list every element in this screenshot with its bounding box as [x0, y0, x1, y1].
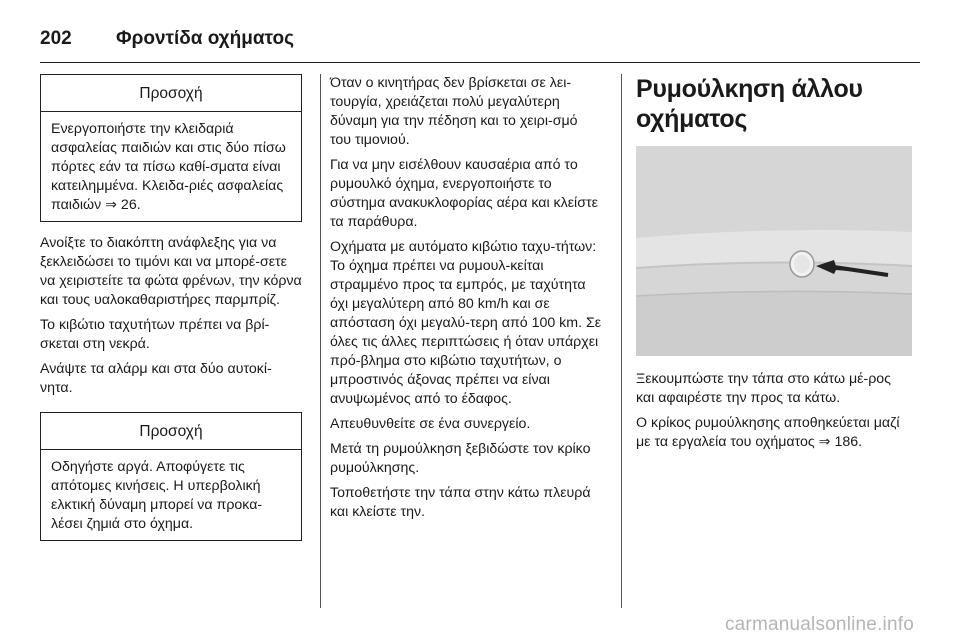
section-title: Ρυμούλκηση άλλου οχήματος [636, 75, 863, 133]
page-header [40, 18, 920, 60]
bumper-illustration-svg [636, 146, 912, 356]
warning-text: Οδηγήστε αργά. Αποφύγετε τις απότομες κινήσεις. Η υπερβολική ελκτική δύναμη μπορεί να προκα-λέσει ζημιά στο όχημα. [51, 459, 263, 532]
column-3 [636, 74, 912, 458]
watermark: carmanualsonline.info [724, 614, 914, 635]
page-number: 202 [40, 28, 72, 49]
column-2 [330, 74, 602, 528]
paragraph: Μετά τη ρυμούλκηση ξεβιδώστε τον κρίκο ρυμούλκησης. [330, 441, 591, 476]
header-rule [40, 62, 920, 63]
paragraph: Οχήματα με αυτόματο κιβώτιο ταχυ-τήτων: Το όχημα πρέπει να ρυμουλ-κείται στραμμένο προς τα εμπρός, με ταχύτητα όχι μεγαλύτερη από 80 km/h και σε απόσταση όχι μεγαλύ-τερη από 100 km. Σε όλες τις άλλες περιπτώσεις ή όταν υπάρχει πρό-βλημα στο κιβώτιο ταχυτήτων, ο μπροστινός άξονας πρέπει να είναι ανυψωμένος από το έδαφος. [330, 239, 602, 407]
warning-title: Προσοχή [41, 75, 301, 112]
chapter-title: Φροντίδα οχήματος [116, 28, 294, 49]
paragraph: Ανάψτε τα αλάρμ και στα δύο αυτοκί-νητα. [40, 361, 272, 396]
column-divider-2 [621, 74, 622, 608]
paragraph: Ο κρίκος ρυμούλκησης αποθηκεύεται μαζί με τα εργαλεία του οχήματος ⇒ 186. [636, 415, 900, 450]
warning-text: Ενεργοποιήστε την κλειδαριά ασφαλείας παιδιών και στις δύο πίσω πόρτες εάν τα πίσω καθί-σματα είναι κατειλημμένα. Κλειδα-ριές ασφαλείας παιδιών ⇒ 26. [51, 121, 286, 213]
warning-box-1 [40, 74, 302, 222]
bumper-tow-cap-illustration [636, 146, 912, 356]
paragraph: Ανοίξτε το διακόπτη ανάφλεξης για να ξεκλειδώσει το τιμόνι και να μπορέ-σετε να χειριστείτε τα φώτα φρένων, την κόρνα και τους υαλοκαθαριστήρες παρμπρίζ. [40, 235, 302, 308]
paragraph: Τοποθετήστε την τάπα στην κάτω πλευρά και κλείστε την. [330, 485, 591, 520]
paragraph: Ξεκουμπώστε την τάπα στο κάτω μέ-ρος και αφαιρέστε την προς τα κάτω. [636, 371, 892, 406]
warning-title: Προσοχή [41, 413, 301, 450]
column-1 [40, 74, 302, 553]
paragraph: Όταν ο κινητήρας δεν βρίσκεται σε λει-τουργία, χρειάζεται πολύ μεγαλύτερη δύναμη για την πέδηση και το χειρι-σμό του τιμονιού. [330, 75, 578, 148]
paragraph: Το κιβώτιο ταχυτήτων πρέπει να βρί-σκεται στη νεκρά. [40, 317, 270, 352]
warning-box-2 [40, 412, 302, 541]
column-divider-1 [320, 74, 321, 608]
paragraph: Απευθυνθείτε σε ένα συνεργείο. [330, 416, 531, 432]
paragraph: Για να μην εισέλθουν καυσαέρια από το ρυμουλκό όχημα, ενεργοποιήστε το σύστημα ανακυκλοφορίας αέρα και κλείστε τα παράθυρα. [330, 157, 598, 230]
